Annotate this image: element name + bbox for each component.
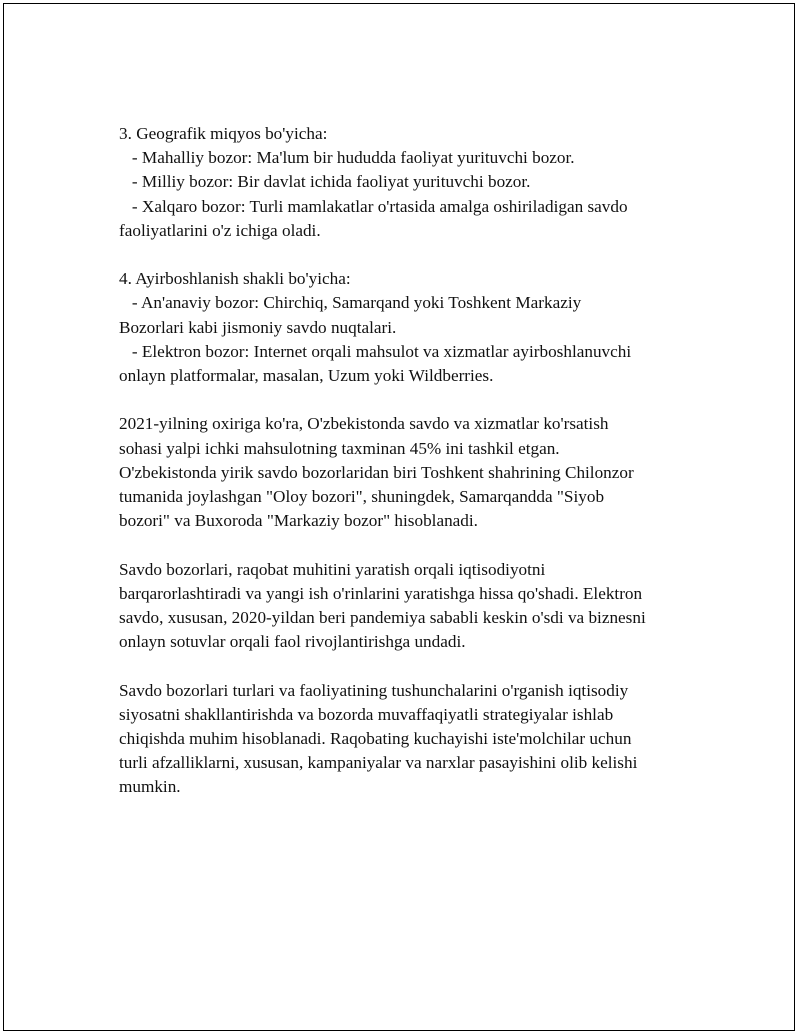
text-line: bozori" va Buxoroda "Markaziy bozor" hisoblanadi. [119, 511, 478, 531]
paragraph-economic-role [119, 558, 709, 655]
text-line: - Xalqaro bozor: Turli mamlakatlar o'rtasida amalga oshiriladigan savdo [119, 196, 628, 216]
text-line: siyosatni shakllantirishda va bozorda muvaffaqiyatli strategiyalar ishlab [119, 704, 614, 724]
text-line: O'zbekistonda yirik savdo bozorlaridan biri Toshkent shahrining Chilonzor [119, 462, 634, 482]
text-line: onlayn sotuvlar orqali faol rivojlantirishga undadi. [119, 632, 466, 652]
text-line: 4. Ayirboshlanish shakli bo'yicha: [119, 269, 351, 289]
text-line: - Elektron bozor: Internet orqali mahsulot va xizmatlar ayirboshlanuvchi [119, 341, 632, 361]
text-line: faoliyatlarini o'z ichiga oladi. [119, 220, 321, 240]
text-line: Savdo bozorlari, raqobat muhitini yaratish orqali iqtisodiyotni [119, 559, 546, 579]
paragraph-statistics [119, 412, 709, 533]
text-line: mumkin. [119, 777, 181, 797]
paragraph-geographic-scope [119, 122, 709, 243]
text-line: - An'anaviy bozor: Chirchiq, Samarqand yoki Toshkent Markaziy [119, 293, 582, 313]
text-line: 3. Geografik miqyos bo'yicha: [119, 124, 328, 143]
text-line: onlayn platformalar, masalan, Uzum yoki Wildberries. [119, 366, 494, 386]
text-line: barqarorlashtiradi va yangi ish o'rinlarini yaratishga hissa qo'shadi. Elektron [119, 583, 643, 603]
paragraph-conclusion [119, 679, 709, 800]
text-line: Savdo bozorlari turlari va faoliyatining tushunchalarini o'rganish iqtisodiy [119, 680, 629, 700]
text-line: tumanida joylashgan "Oloy bozori", shuningdek, Samarqandda "Siyob [119, 487, 605, 507]
document-body [119, 122, 709, 824]
text-line: savdo, xususan, 2020-yildan beri pandemiya sababli keskin o'sdi va biznesni [119, 608, 646, 628]
text-line: Bozorlari kabi jismoniy savdo nuqtalari. [119, 317, 397, 337]
text-line: - Milliy bozor: Bir davlat ichida faoliyat yurituvchi bozor. [119, 172, 531, 192]
text-line: turli afzalliklarni, xususan, kampaniyalar va narxlar pasayishini olib kelishi [119, 753, 638, 773]
text-line: 2021-yilning oxiriga ko'ra, O'zbekistonda savdo va xizmatlar ko'rsatish [119, 414, 609, 434]
text-line: - Mahalliy bozor: Ma'lum bir hududda faoliyat yurituvchi bozor. [119, 148, 575, 168]
text-line: chiqishda muhim hisoblanadi. Raqobating kuchayishi iste'molchilar uchun [119, 729, 632, 749]
text-line: sohasi yalpi ichki mahsulotning taxminan 45% ini tashkil etgan. [119, 438, 560, 458]
document-page [3, 3, 795, 1031]
paragraph-exchange-form [119, 267, 709, 388]
